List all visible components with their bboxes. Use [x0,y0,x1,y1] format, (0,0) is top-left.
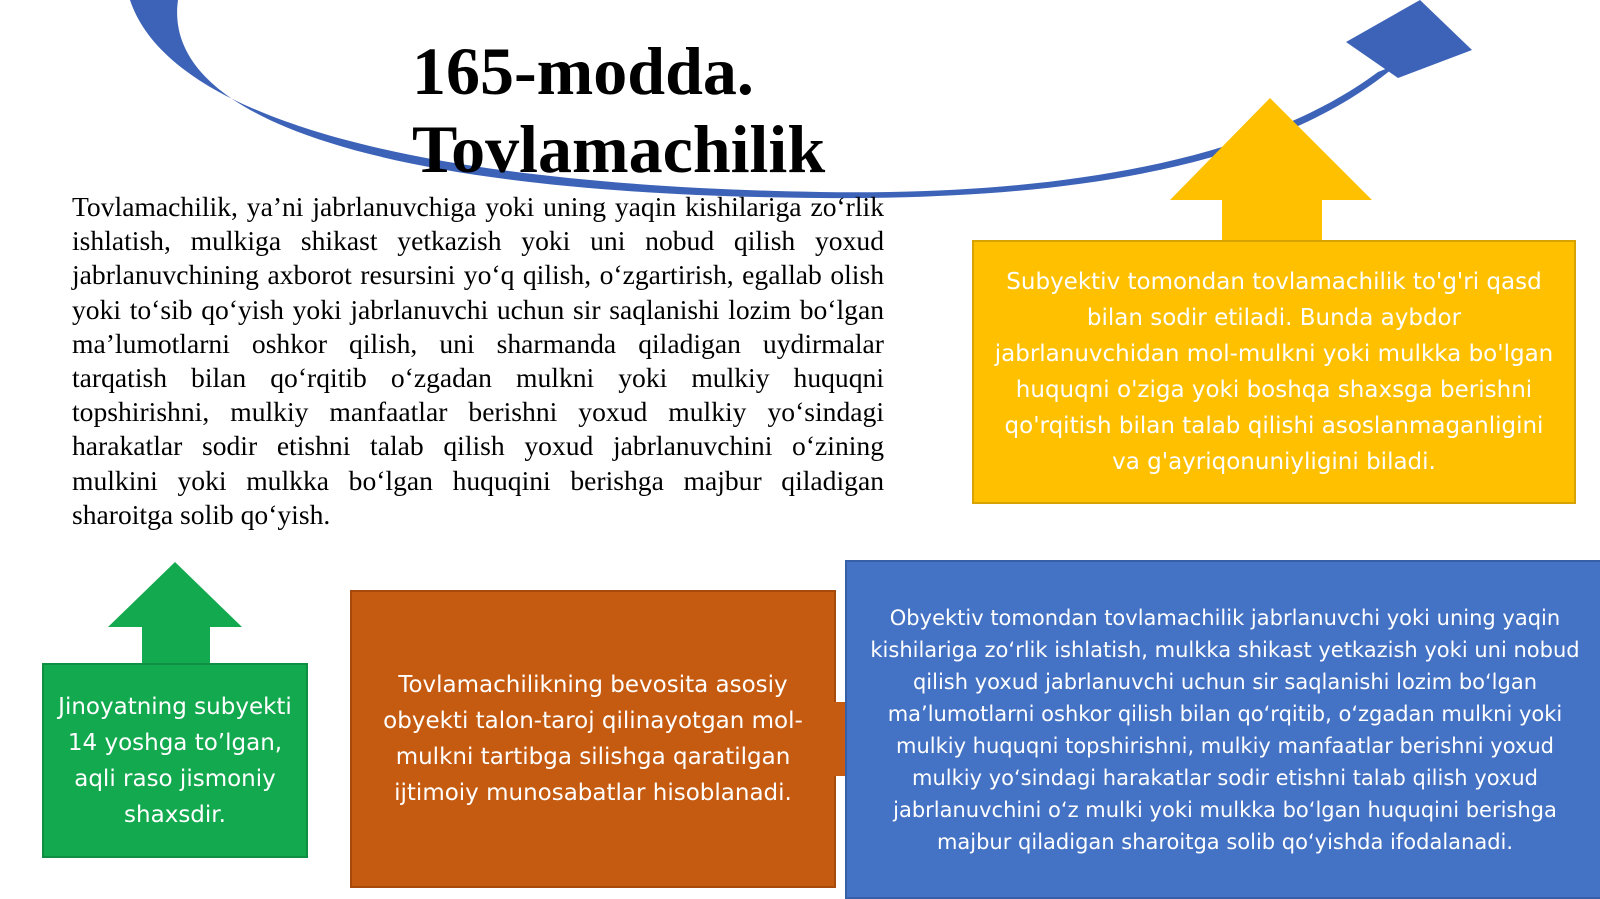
definition-paragraph: Tovlamachilik, ya’ni jabrlanuvchiga yoki uning yaqin kishilariga zo‘rlik ishlatish, mulkiga shikast yetkazish yoki uni nobud qilish yoxud jabrlanuvchining axborot resursini yo‘q qilish, o‘zgartirish, egallab olish yoki to‘sib qo‘yish yoki jabrlanuvchi uchun sir saqlanishi lozim bo‘lgan ma’lumotlarni oshkor qilish, uni sharmanda qiladigan uydirmalar tarqatish bilan qo‘rqitib o‘zgadan mulkni yoki mulkiy huquqni topshirishni, mulkiy manfaatlar berishni yoxud mulkiy yo‘sindagi harakatlar sodir etishni talab qilish yoxud jabrlanuvchini o‘zining mulkini yoki mulkka bo‘lgan huquqini berishga majbur qiladigan sharoitga solib qo‘yish. [72,191,884,530]
yellow-up-arrow-icon [1170,98,1372,242]
title-line-1: 165-modda. [412,33,754,109]
subjective-side-box [972,240,1576,504]
object-box [350,590,836,888]
title-line-2: Tovlamachilik [412,111,826,187]
green-up-arrow-icon [108,562,242,665]
subject-text: Jinoyatning subyekti 14 yoshga to’lgan, aqli raso jismoniy shaxsdir. [58,693,292,828]
subject-box [42,663,308,858]
objective-side-box [845,560,1600,899]
object-text: Tovlamachilikning bevosita asosiy obyekti talon-taroj qilinayotgan mol-mulkni tartibga silishga qaratilgan ijtimoiy munosabatlar hisoblanadi. [383,672,803,806]
objective-side-text: Obyektiv tomondan tovlamachilik jabrlanuvchi yoki uning yaqin kishilariga zo‘rlik ishlatish, mulkka shikast yetkazish yoki uni nobud qilish yoxud jabrlanuvchi uchun sir saqlanishi lozim bo‘lgan ma’lumotlarni oshkor qilish bilan qo‘rqitib, o‘zgadan mulkni yoki mulkiy huquqni topshirishni, mulkiy manfaatlar berishni yoxud mulkiy yo‘sindagi harakatlar sodir etishni talab qilish yoxud jabrlanuvchini o‘z mulki yoki mulkka bo‘lgan huquqini berishga majbur qiladigan sharoitga solib qo‘yishda ifodalanadi. [870,605,1580,854]
curved-arrow-head-icon [1346,0,1472,78]
subjective-side-text: Subyektiv tomondan tovlamachilik to'g'ri qasd bilan sodir etiladi. Bunda aybdor jabrlanuvchidan mol-mulkni yoki mulkka bo'lgan huquqni o'ziga yoki boshqa shaxsga berishni qo'rqitish bilan talab qilishi asoslanmaganligini va g'ayriqonuniyligini biladi. [994,269,1554,475]
page-title [412,32,932,188]
